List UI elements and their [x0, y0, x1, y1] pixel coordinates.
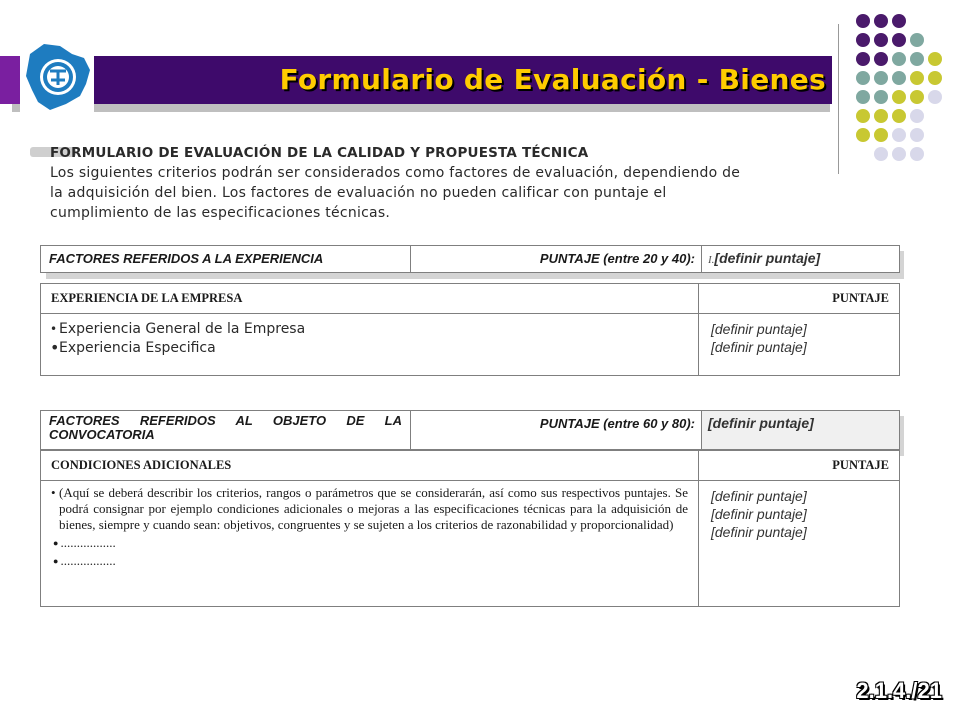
factor-object-label: FACTORES REFERIDOS AL OBJETO DE LA CONVOCATORIA [41, 411, 411, 449]
column-header: EXPERIENCIA DE LA EMPRESA [41, 284, 699, 313]
dot [856, 90, 870, 104]
divider-line [838, 24, 839, 174]
score-placeholder: [definir puntaje] [711, 339, 807, 355]
intro-line: la adquisición del bien. Los factores de evaluación no pueden calificar con puntaje el [50, 185, 667, 201]
dot [928, 52, 942, 66]
table-header [41, 284, 899, 314]
dot [874, 90, 888, 104]
criteria-list [41, 314, 698, 364]
bolivia-logo [20, 40, 94, 114]
score-cell[interactable] [699, 314, 899, 375]
dot [910, 147, 924, 161]
dot [874, 71, 888, 85]
score-prefix: I. [708, 254, 715, 266]
factor-experience-range: PUNTAJE (entre 20 y 40): [539, 251, 695, 266]
criteria-description: • (Aquí se deberá describir los criterios, rangos o parámetros que se considerarán, así como sus respectivos puntajes. Se podrá consignar por ejemplo condiciones adicionales o mejoras a las especificaciones técnicas para la adquisición de bienes, siempre y cuando sean: objetivos, congruentes y se sujeten a los criterios de razonabilidad y proporcionalidad) [51, 485, 688, 533]
intro-section [50, 143, 820, 223]
score-placeholder: [definir puntaje] [711, 524, 807, 540]
dot [892, 52, 906, 66]
score-placeholder: [definir puntaje] [711, 488, 807, 504]
dot [910, 109, 924, 123]
column-header: PUNTAJE [832, 291, 889, 305]
dotted-item[interactable]: ● ................. [51, 535, 688, 551]
dot [874, 14, 888, 28]
factor-object-range: PUNTAJE (entre 60 y 80): [539, 416, 695, 431]
dot [856, 14, 870, 28]
dot [874, 109, 888, 123]
list-item: • Experiencia General de la Empresa [51, 320, 688, 339]
dot [892, 90, 906, 104]
score-placeholder: [definir puntaje] [714, 250, 821, 266]
dot [910, 33, 924, 47]
page-title: Formulario de Evaluación - Bienes [279, 63, 826, 96]
column-header: PUNTAJE [832, 458, 889, 472]
dot [874, 52, 888, 66]
dot [874, 33, 888, 47]
page-number: 2.1.4./21 [856, 678, 942, 703]
dot [892, 33, 906, 47]
criteria-cell [41, 481, 699, 606]
dot [928, 71, 942, 85]
dot [874, 128, 888, 142]
factor-experience-label: FACTORES REFERIDOS A LA EXPERIENCIA [41, 246, 411, 272]
dot [910, 128, 924, 142]
score-placeholder: [definir puntaje] [711, 321, 807, 337]
table-header [41, 451, 899, 481]
factor-object-score[interactable] [701, 411, 899, 449]
section-heading: FORMULARIO DE EVALUACIÓN DE LA CALIDAD Y PROPUESTA TÉCNICA [50, 145, 589, 161]
bolivia-map-icon [20, 40, 94, 114]
dot [856, 109, 870, 123]
experience-table [40, 283, 900, 376]
column-header: CONDICIONES ADICIONALES [41, 451, 699, 480]
dot [892, 71, 906, 85]
dot [892, 109, 906, 123]
intro-line: Los siguientes criterios podrán ser considerados como factores de evaluación, dependiendo de [50, 165, 741, 181]
dot [910, 71, 924, 85]
factor-experience-score[interactable] [701, 246, 899, 272]
dot [892, 14, 906, 28]
conditions-table [40, 450, 900, 607]
dot [856, 71, 870, 85]
dot [892, 147, 906, 161]
score-cell[interactable] [699, 481, 899, 606]
dot [910, 52, 924, 66]
list-item: • Experiencia Especifica [51, 339, 688, 358]
dot [928, 90, 942, 104]
dot [910, 90, 924, 104]
dot [892, 128, 906, 142]
dot [856, 33, 870, 47]
title-accent-band [0, 56, 20, 104]
factor-object-row [40, 410, 900, 450]
score-placeholder: [definir puntaje] [711, 506, 807, 522]
table-row [41, 481, 899, 606]
score-placeholder: [definir puntaje] [708, 415, 814, 431]
dot [856, 128, 870, 142]
intro-line: cumplimiento de las especificaciones técnicas. [50, 205, 391, 221]
dot [856, 52, 870, 66]
criteria-cell [41, 314, 699, 375]
table-row [41, 314, 899, 375]
dot [874, 147, 888, 161]
factor-experience-row [40, 245, 900, 273]
dotted-item[interactable]: ● ................. [51, 553, 688, 569]
